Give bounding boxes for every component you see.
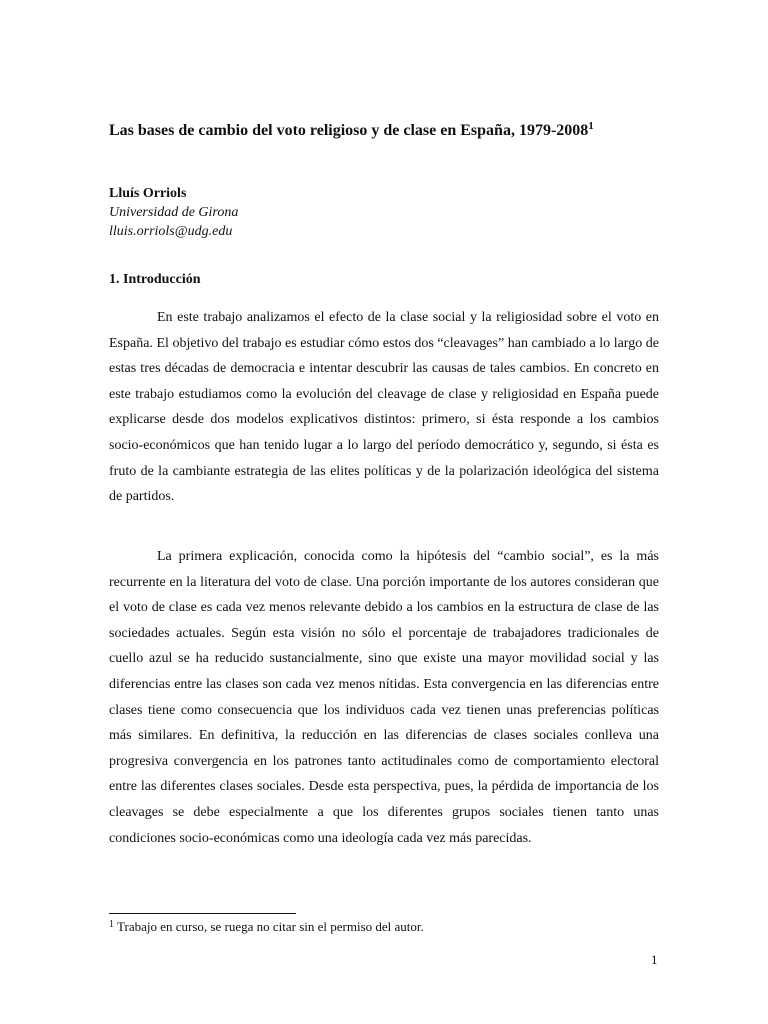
title-footnote-marker: 1 bbox=[588, 120, 594, 132]
footnote-divider bbox=[109, 913, 296, 914]
author-affiliation: Universidad de Girona bbox=[109, 205, 239, 220]
paper-title bbox=[109, 122, 594, 140]
footnote-marker: 1 bbox=[109, 919, 114, 930]
footnote bbox=[109, 919, 424, 935]
body-paragraph-1: En este trabajo analizamos el efecto de la clase social y la religiosidad sobre el voto en España. El objetivo del trabajo es estudiar cómo estos dos “cleavages” han cambiado a lo largo de estas tres décadas de democracia e intentar descubrir las causas de tales cambios. En concreto en este trabajo estudiamos como la evolución del cleavage de clase y religiosidad en España puede explicarse desde dos modelos explicativos distintos: primero, si ésta responde a los cambios socio-económicos que han tenido lugar a lo largo del período democrático y, segundo, si ésta es fruto de la cambiante estrategia de las elites políticas y de la polarización ideológica del sistema de partidos. bbox=[109, 310, 659, 505]
author-email: lluis.orriols@udg.edu bbox=[109, 224, 233, 239]
author-block bbox=[109, 184, 238, 241]
author-name: Lluís Orriols bbox=[109, 186, 187, 201]
section-heading: 1. Introducción bbox=[109, 272, 201, 287]
body-paragraph-2: La primera explicación, conocida como la hipótesis del “cambio social”, es la más recurrente en la literatura del voto de clase. Una porción importante de los autores consideran que el voto de clase es cada vez menos relevante debido a los cambios en la estructura de clase de las sociedades actuales. Según esta visión no sólo el porcentaje de trabajadores tradicionales de cuello azul se ha reducido sustancialmente, sino que existe una mayor movilidad social y las diferencias entre las clases son cada vez menos nítidas. Esta convergencia en las diferencias entre clases tiene como consecuencia que los individuos cada vez tienen unas preferencias políticas más similares. En definitiva, la reducción en las diferencias de clases sociales conlleva una progresiva convergencia en los patrones tanto actitudinales como de comportamiento electoral entre las diferentes clases sociales. Desde esta perspectiva, pues, la pérdida de importancia de los cleavages se debe especialmente a que los diferentes grupos sociales tienen tanto unas condiciones socio-económicas como una ideología cada vez más parecidas. bbox=[109, 549, 659, 846]
page-number: 1 bbox=[651, 952, 658, 967]
footnote-text: Trabajo en curso, se ruega no citar sin el permiso del autor. bbox=[117, 919, 424, 934]
paper-title-text: Las bases de cambio del voto religioso y de clase en España, 1979-2008 bbox=[109, 122, 589, 139]
